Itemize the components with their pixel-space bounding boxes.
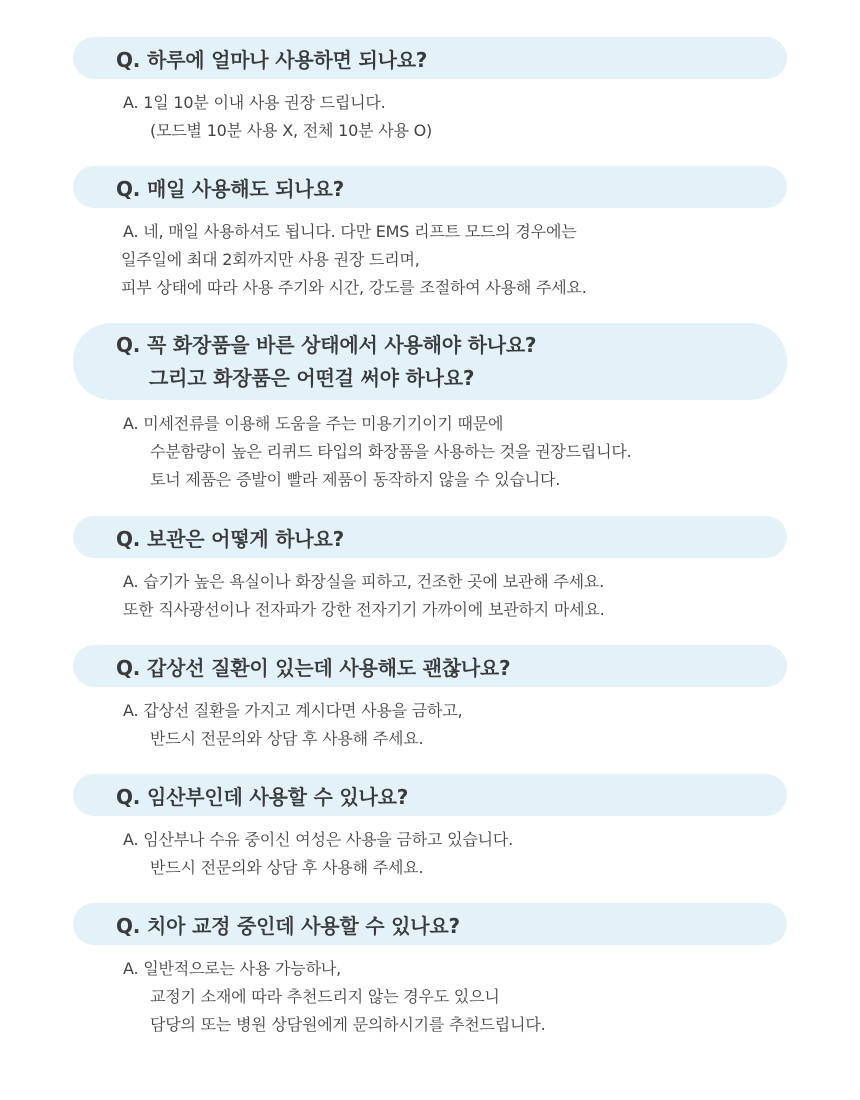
faq-item <box>73 645 787 753</box>
answer-text: A. 갑상선 질환을 가지고 계시다면 사용을 금하고, <box>123 701 463 720</box>
answer-text: 교정기 소재에 따라 추천드리지 않는 경우도 있으니 <box>150 987 500 1006</box>
answer-text: A. 미세전류를 이용해 도움을 주는 미용기기이기 때문에 <box>123 414 504 433</box>
answer-text: A. 임산부나 수유 중이신 여성은 사용을 금하고 있습니다. <box>123 830 514 849</box>
faq-item <box>73 903 787 1039</box>
question-text: Q. 치아 교정 중인데 사용할 수 있나요? <box>116 913 460 938</box>
answer-text: 반드시 전문의와 상담 후 사용해 주세요. <box>150 858 424 877</box>
faq-question <box>73 516 787 558</box>
faq-answer <box>73 955 787 1039</box>
faq-item <box>73 774 787 882</box>
answer-text: 토너 제품은 증발이 빨라 제품이 동작하지 않을 수 있습니다. <box>150 470 561 489</box>
faq-item <box>73 166 787 302</box>
question-text: Q. 하루에 얼마나 사용하면 되나요? <box>116 47 428 72</box>
question-text: 그리고 화장품은 어떤걸 써야 하나요? <box>149 365 475 390</box>
faq-item <box>73 516 787 624</box>
faq-question <box>73 323 787 400</box>
question-text: Q. 갑상선 질환이 있는데 사용해도 괜찮나요? <box>116 655 511 680</box>
faq-question <box>73 774 787 816</box>
answer-text: 피부 상태에 따라 사용 주기와 시간, 강도를 조절하여 사용해 주세요. <box>121 278 587 297</box>
answer-text: 또한 직사광선이나 전자파가 강한 전자기기 가까이에 보관하지 마세요. <box>123 600 605 619</box>
question-text: Q. 꼭 화장품을 바른 상태에서 사용해야 하나요? <box>116 332 537 357</box>
answer-text: 담당의 또는 병원 상담원에게 문의하시기를 추천드립니다. <box>150 1015 546 1034</box>
faq-answer <box>73 568 787 624</box>
answer-text: A. 일반적으로는 사용 가능하나, <box>123 959 341 978</box>
question-text: Q. 매일 사용해도 되나요? <box>116 176 344 201</box>
faq-question <box>73 903 787 945</box>
faq-question <box>73 645 787 687</box>
faq-answer <box>73 410 787 494</box>
answer-text: 반드시 전문의와 상담 후 사용해 주세요. <box>150 729 424 748</box>
faq-question <box>73 37 787 79</box>
faq-answer <box>73 218 787 302</box>
answer-text: 수분함량이 높은 리퀴드 타입의 화장품을 사용하는 것을 권장드립니다. <box>150 442 632 461</box>
answer-text: (모드별 10분 사용 X, 전체 10분 사용 O) <box>150 121 433 140</box>
faq-answer <box>73 697 787 753</box>
faq-answer <box>73 826 787 882</box>
answer-text: A. 1일 10분 이내 사용 권장 드립니다. <box>123 93 386 112</box>
faq-item <box>73 323 787 494</box>
faq-question <box>73 166 787 208</box>
faq-item <box>73 37 787 145</box>
question-text: Q. 임산부인데 사용할 수 있나요? <box>116 784 409 809</box>
answer-text: 일주일에 최대 2회까지만 사용 권장 드리며, <box>121 250 420 269</box>
faq-answer <box>73 89 787 145</box>
question-text: Q. 보관은 어떻게 하나요? <box>116 526 344 551</box>
answer-text: A. 네, 매일 사용하셔도 됩니다. 다만 EMS 리프트 모드의 경우에는 <box>123 222 577 241</box>
answer-text: A. 습기가 높은 욕실이나 화장실을 피하고, 건조한 곳에 보관해 주세요. <box>123 572 605 591</box>
